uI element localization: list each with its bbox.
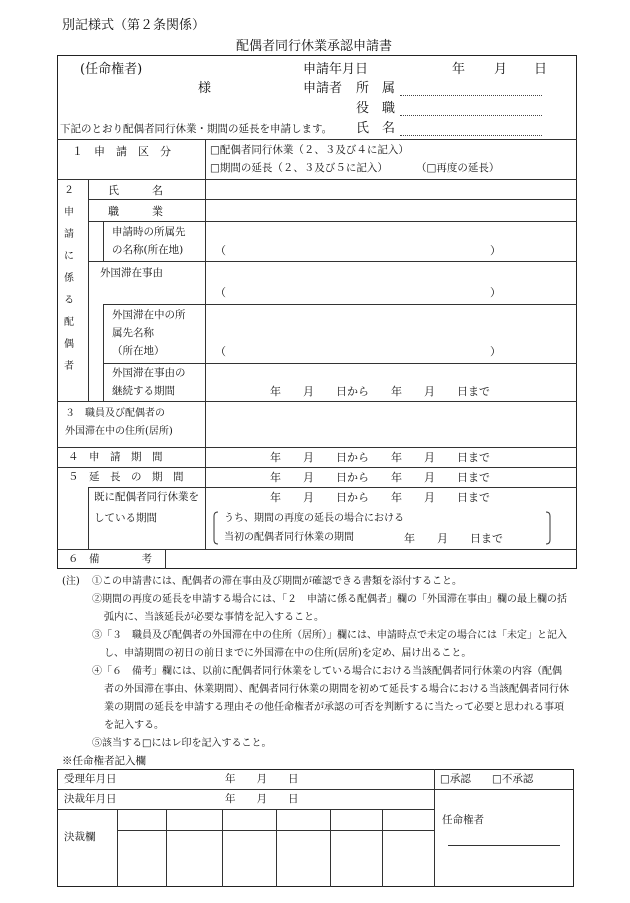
shozoku-label: 所 属 [356, 81, 396, 96]
row-divider [103, 304, 577, 305]
apply-day: 日 [534, 62, 548, 77]
r2-char: る [64, 295, 74, 306]
col-divider [205, 401, 206, 447]
col-divider [165, 549, 166, 569]
r2-char: 係 [64, 273, 74, 284]
col-divider [166, 809, 167, 887]
form-label: 別記様式（第２条関係） [62, 18, 206, 33]
yakushoku-label: 役 職 [356, 101, 396, 116]
yakushoku-field[interactable] [400, 115, 542, 116]
r5-label: ５ 延 長 の 期 間 [68, 471, 184, 483]
note-4c: 業の期間の延長を申請する理由その他任命権者が承認の可否を判断するに当たって必要と思われる事項 [104, 702, 564, 713]
row-divider [57, 401, 577, 402]
col-divider [434, 769, 435, 887]
apply-month: 月 [494, 62, 508, 77]
row-divider [57, 467, 577, 468]
sama-label: 様 [198, 81, 212, 96]
decided-date: 年 月 日 [225, 793, 299, 805]
note-3a: ③「３ 職員及び配偶者の外国滞在中の住所（居所）」欄には、申請時点で未定の場合には「未定」と記入 [92, 630, 567, 641]
reject-checkbox[interactable]: □不承認 [492, 773, 534, 785]
appointer-label: (任命権者) [80, 62, 143, 77]
r1-option-leave[interactable]: □配偶者同行休業（２、３及び４に記入） [210, 144, 409, 156]
bracket-line-2: 当初の配偶者同行休業の期間 [224, 532, 354, 543]
continue-2: 継続する期間 [112, 385, 175, 397]
bracket-date: 年 月 日まで [404, 532, 503, 545]
r1-option-extend[interactable]: □期間の延長（２、３及び５に記入） [210, 162, 388, 174]
foreign-affil-1: 外国滞在中の所 [112, 309, 186, 321]
admin-title: ※任命権者記入欄 [62, 755, 146, 767]
sub-col-divider [103, 221, 104, 261]
affil-paren-open: （ [215, 244, 226, 257]
approve-checkbox[interactable]: □承認 [440, 773, 471, 785]
affil-label-1: 申請時の所属先 [112, 226, 186, 238]
already-period: 年 月 日から 年 月 日まで [270, 491, 490, 504]
col-divider [205, 447, 206, 467]
shozoku-field[interactable] [400, 95, 542, 96]
received-date: 年 月 日 [225, 773, 299, 785]
reason-label: 外国滞在事由 [100, 267, 163, 279]
note-2a: ②期間の再度の延長を申請する場合には、「２ 申請に係る配偶者」欄の「外国滞在事由」欄の最上欄の括 [92, 594, 567, 605]
sub-col-divider [103, 304, 104, 401]
foreign-affil-3: （所在地） [112, 345, 165, 357]
affil-label-2: の名称(所在地) [112, 244, 184, 256]
r4-period: 年 月 日から 年 月 日まで [270, 451, 490, 464]
col-divider [276, 809, 277, 887]
r2-char: に [64, 251, 74, 262]
col-divider [205, 467, 206, 549]
row-divider [57, 789, 574, 790]
continue-1: 外国滞在事由の [112, 367, 186, 379]
r2-char: 請 [64, 229, 74, 240]
form-title: 配偶者同行休業承認申請書 [236, 39, 393, 54]
r2-char: 偶 [64, 339, 74, 350]
row-divider [103, 363, 577, 364]
sub-row-divider [117, 830, 434, 831]
bracket-line-1: うち、期間の再度の延長の場合における [224, 513, 404, 524]
decision-col-label: 決裁欄 [64, 831, 96, 843]
note-4b: 者の外国滞在事由、休業期間）、配偶者同行休業の期間を初めて延長する場合における当該配偶者同行休 [104, 684, 569, 695]
note-1: ①この申請書には、配偶者の滞在事由及び期間が確認できる書類を添付すること。 [92, 576, 462, 587]
foreign-affil-2: 属先名称 [112, 327, 154, 339]
row-divider [57, 549, 577, 550]
r5-period: 年 月 日から 年 月 日まで [270, 471, 490, 484]
decided-label: 決裁年月日 [64, 793, 117, 805]
note-2b: 弧内に、当該延長が必要な事情を記入すること。 [104, 612, 324, 623]
received-label: 受理年月日 [64, 773, 117, 785]
reason-paren-close: ） [490, 286, 501, 299]
col-divider [88, 179, 89, 401]
affil-paren-close: ） [490, 244, 501, 257]
row-divider [57, 139, 577, 140]
row-divider [88, 199, 577, 200]
row-divider [88, 221, 577, 222]
apply-date-label: 申請年月日 [303, 62, 369, 77]
r2-char: 者 [64, 361, 74, 372]
admin-table [57, 769, 574, 887]
col-divider [117, 809, 118, 887]
note-5: ⑤該当する□にはレ印を記入すること。 [92, 738, 272, 749]
r6-label: ６ 備 考 [68, 553, 152, 565]
notes-prefix: (注) [62, 576, 80, 587]
name-label: 氏 名 [108, 184, 163, 197]
already-2: している期間 [94, 512, 157, 524]
continue-period: 年 月 日から 年 月 日まで [270, 385, 490, 398]
row-divider [88, 487, 577, 488]
r1-option-reextend[interactable]: （□再度の延長） [416, 162, 500, 174]
r1-label: １ 申 請 区 分 [72, 145, 171, 158]
r2-char: 配 [64, 317, 74, 328]
col-divider [205, 179, 206, 401]
r4-label: ４ 申 請 期 間 [68, 451, 163, 463]
col-divider [88, 487, 89, 549]
already-1: 既に配偶者同行休業を [94, 491, 199, 503]
note-4a: ④「６ 備考」欄には、以前に配偶者同行休業をしている場合における当該配偶者同行休業の内容（配偶 [92, 666, 562, 677]
reason-paren-open: （ [215, 286, 226, 299]
r3-label-1: ３ 職員及び配偶者の [65, 408, 165, 419]
note-4d: を記入する。 [104, 720, 164, 731]
job-label: 職 業 [108, 205, 163, 218]
col-divider [382, 809, 383, 887]
appointer-sign-label: 任命権者 [442, 814, 484, 826]
applicant-label: 申請者 [303, 81, 343, 96]
shimei-label: 氏 名 [356, 121, 396, 136]
row-divider [57, 447, 577, 448]
r2-char: ２ [64, 185, 74, 196]
apply-year: 年 [452, 62, 466, 77]
col-divider [330, 809, 331, 887]
col-divider [222, 809, 223, 887]
row-divider [88, 261, 577, 262]
r3-label-2: 外国滞在中の住所(居所) [65, 426, 173, 437]
signature-line[interactable] [448, 845, 560, 846]
statement-text: 下記のとおり配偶者同行休業・期間の延長を申請します。 [60, 123, 333, 135]
note-3b: し、申請期間の初日の前日までに外国滞在中の住所(居所)を定め、届け出ること。 [104, 648, 472, 659]
r2-vertical-label [64, 186, 80, 372]
row-divider [57, 809, 434, 810]
shimei-field[interactable] [400, 135, 542, 136]
foreign-paren-open: （ [215, 345, 226, 358]
foreign-paren-close: ） [490, 345, 501, 358]
col-divider [205, 139, 206, 179]
row-divider [57, 179, 577, 180]
r2-char: 申 [64, 207, 74, 218]
